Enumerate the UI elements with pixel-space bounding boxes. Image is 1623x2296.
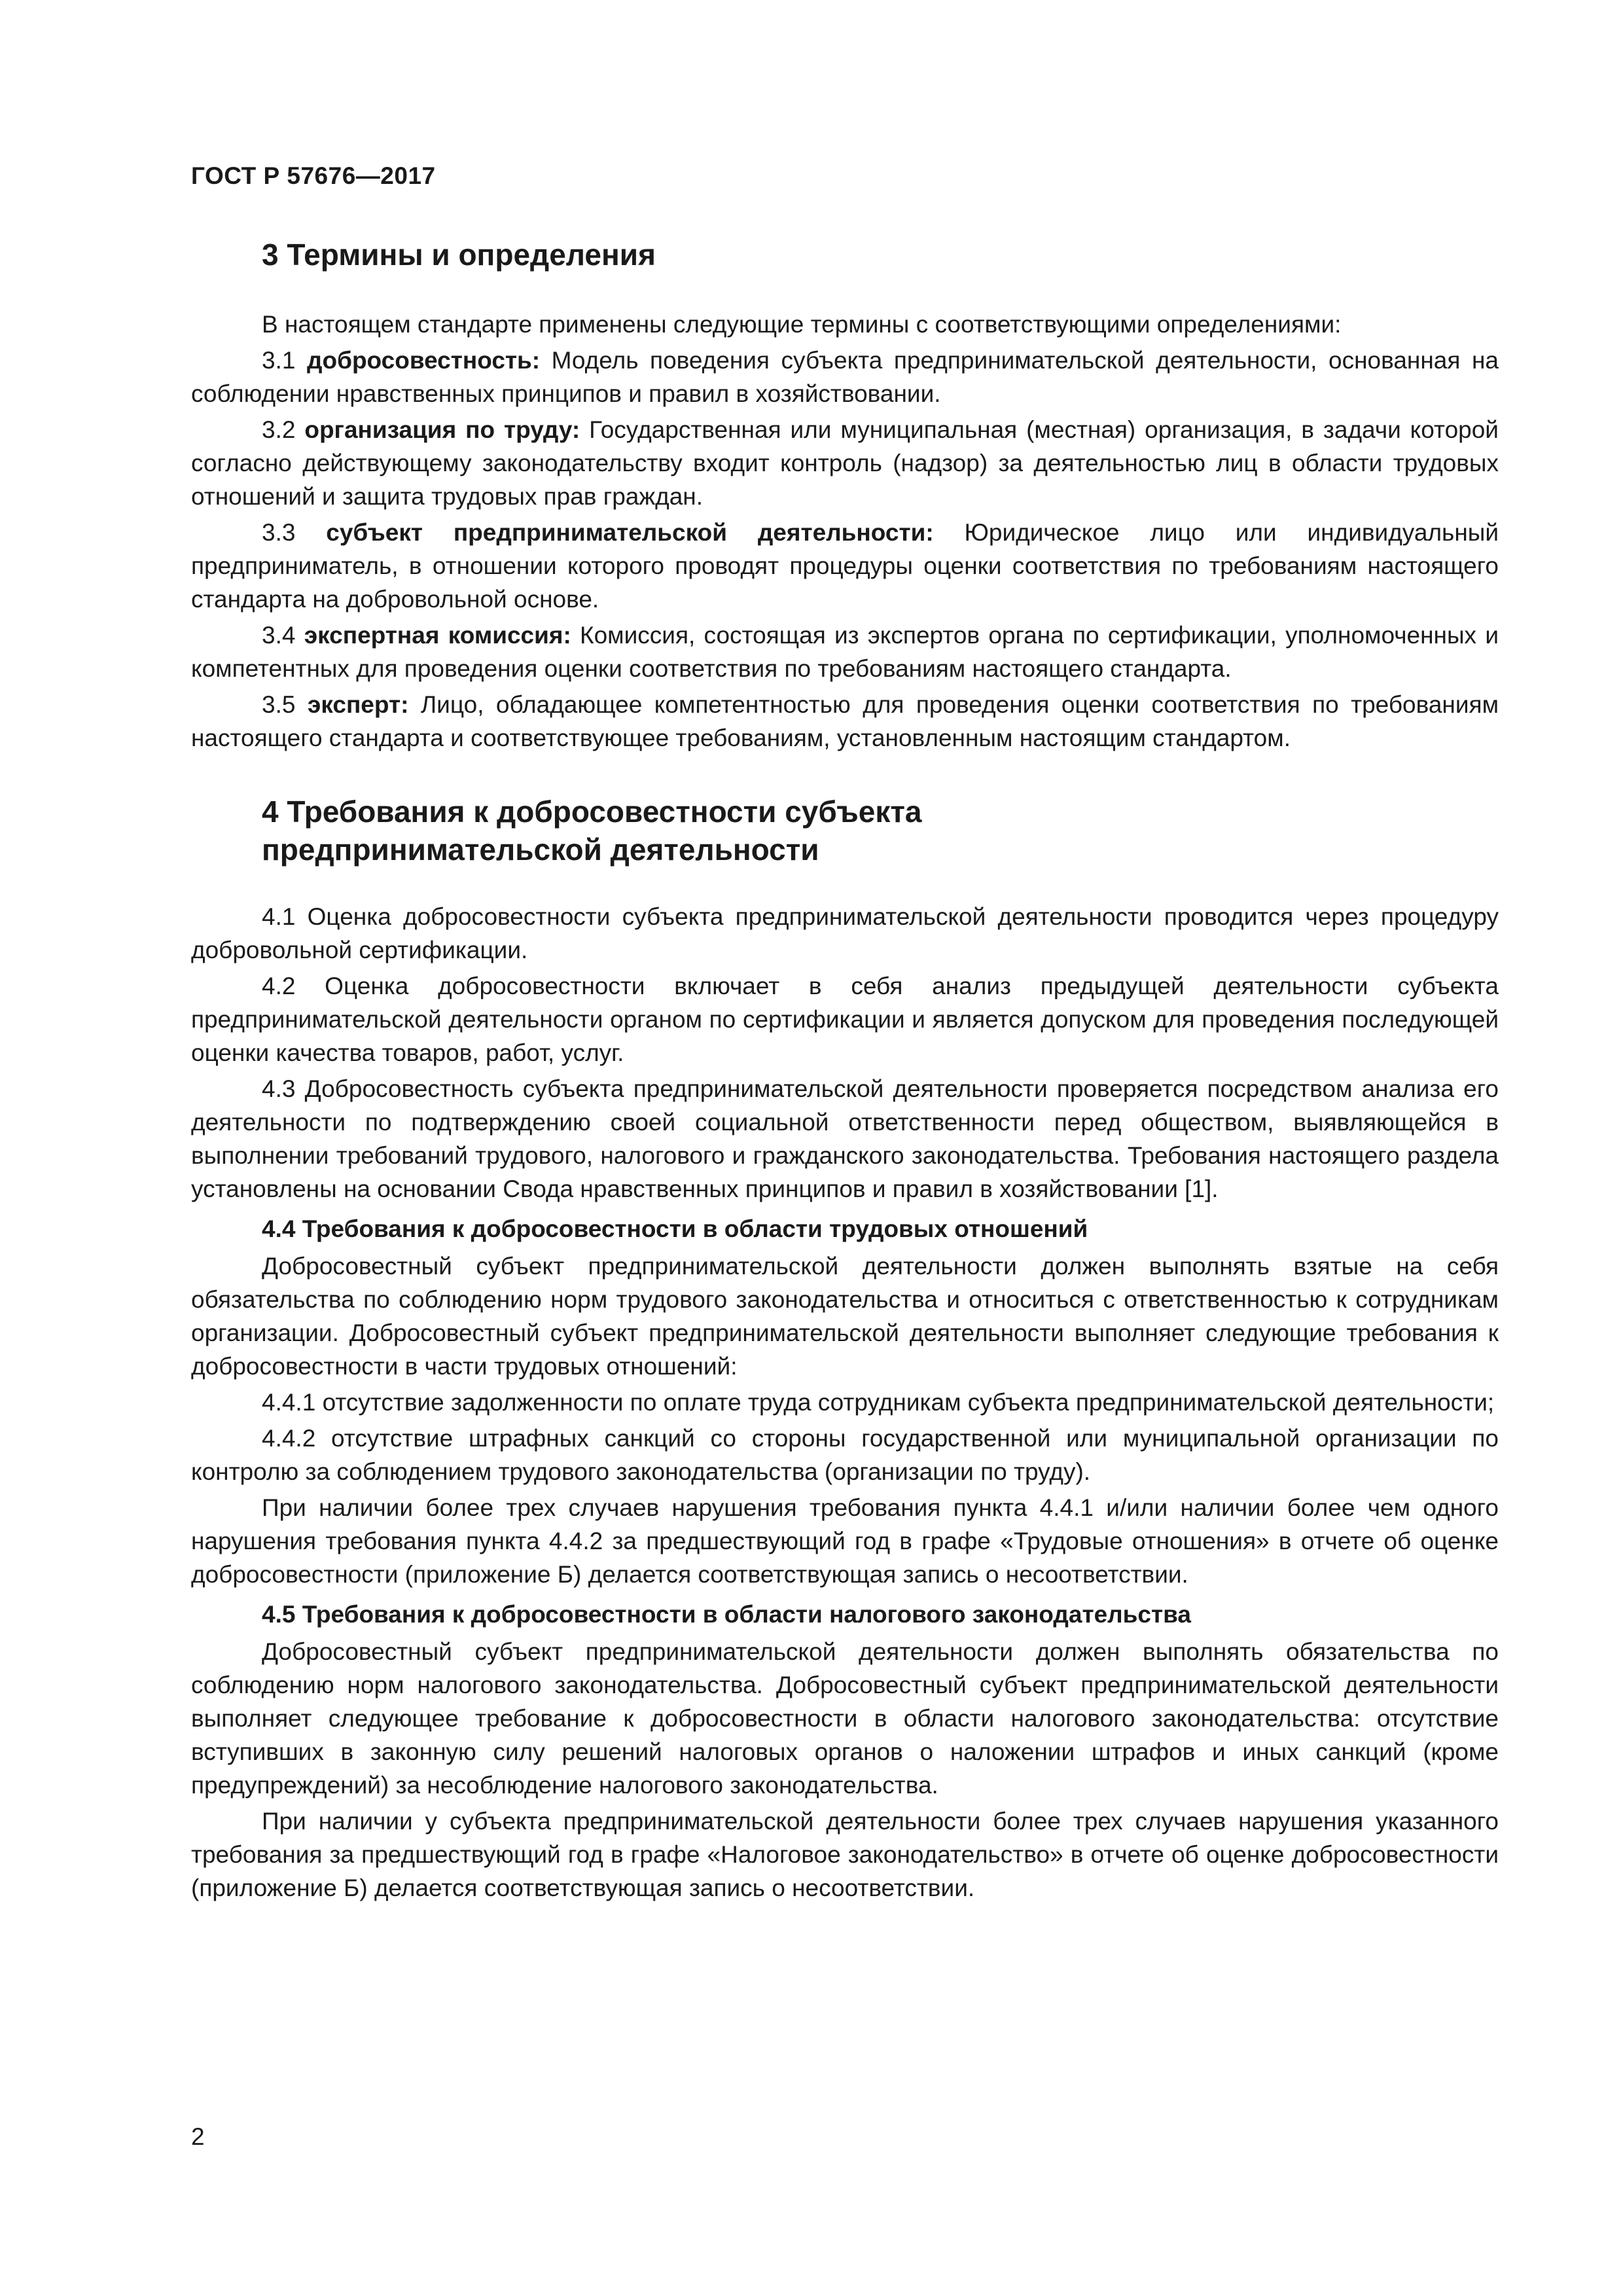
- term-definition: Юридическое лицо или индивидуальный предприниматель, в отношении которого проводят процедуры оценки соответствия по требованиям настоящего стандарта на добровольной основе.: [191, 519, 1499, 613]
- term-number: 3.1: [262, 347, 307, 374]
- subsection-4-5-title: 4.5 Требования к добросовестности в области налогового законодательства: [262, 1601, 1191, 1628]
- term-number: 3.3: [262, 519, 327, 546]
- section-3-intro: В настоящем стандарте применены следующие термины с соответствующими определениями:: [262, 311, 1342, 338]
- clause-4-1: 4.1 Оценка добросовестности субъекта предпринимательской деятельности проводится через процедуру добровольной сертификации.: [191, 903, 1499, 963]
- section-3-title: 3 Термины и определения: [262, 238, 656, 272]
- term-3-1: [191, 344, 1499, 410]
- term-definition: Государственная или муниципальная (местная) организация, в задачи которой согласно действующему законодательству входит контроль (надзор) за деятельностью лиц в области трудовых отношений и защита трудовых прав граждан.: [191, 416, 1499, 510]
- term-3-4: [191, 619, 1499, 685]
- term-name: экспертная комиссия:: [304, 622, 571, 649]
- term-name: добросовестность:: [307, 347, 541, 374]
- term-number: 3.4: [262, 622, 304, 649]
- subsection-4-4-title: 4.4 Требования к добросовестности в области трудовых отношений: [262, 1215, 1088, 1242]
- subsection-4-5-note: При наличии у субъекта предпринимательской деятельности более трех случаев нарушения указанного требования за предшествующий год в графе «Налоговое законодательство» в отчете об оценке добросовестности (приложение Б) делается соответствующая запись о несоответствии.: [191, 1808, 1499, 1901]
- page-number: 2: [191, 2123, 205, 2150]
- clause-4-4-2: 4.4.2 отсутствие штрафных санкций со стороны государственной или муниципальной организации по контролю за соблюдением трудового законодательства (организации по труду).: [191, 1425, 1499, 1485]
- term-name: организация по труду:: [304, 416, 580, 443]
- term-name: субъект предпринимательской деятельности:: [326, 519, 934, 546]
- term-3-3: [191, 516, 1499, 616]
- term-number: 3.5: [262, 691, 308, 718]
- term-3-2: [191, 413, 1499, 513]
- clause-4-2: 4.2 Оценка добросовестности включает в себя анализ предыдущей деятельности субъекта предпринимательской деятельности органом по сертификации и является допуском для проведения последующей оценки качества товаров, работ, услуг.: [191, 973, 1499, 1066]
- clause-4-3: 4.3 Добросовестность субъекта предпринимательской деятельности проверяется посредством анализа его деятельности по подтверждению своей социальной ответственности перед обществом, выявляющейся в выполнении требований трудового, налогового и гражданского законодательства. Требования настоящего раздела установлены на основании Свода нравственных принципов и правил в хозяйствовании [1].: [191, 1075, 1499, 1202]
- section-4-title-line2: предпринимательской деятельности: [262, 833, 819, 867]
- section-4-title-line1: 4 Требования к добросовестности субъекта: [262, 795, 922, 829]
- subsection-4-4-paragraph: Добросовестный субъект предпринимательской деятельности должен выполнять взятые на себя обязательства по соблюдению норм трудового законодательства и относиться с ответственностью к сотрудникам организации. Добросовестный субъект предпринимательской деятельности выполняет следующие требования к добросовестности в части трудовых отношений:: [191, 1253, 1499, 1380]
- subsection-4-5-paragraph: Добросовестный субъект предпринимательской деятельности должен выполнять обязательства по соблюдению норм налогового законодательства. Добросовестный субъект предпринимательской деятельности выполняет следующее требование к добросовестности в области налогового законодательства: отсутствие вступивших в законную силу решений налоговых органов о наложении штрафов и иных санкций (кроме предупреждений) за несоблюдение налогового законодательства.: [191, 1638, 1499, 1799]
- term-definition: Комиссия, состоящая из экспертов органа по сертификации, уполномоченных и компетентных для проведения оценки соответствия по требованиям настоящего стандарта.: [191, 622, 1499, 682]
- term-definition: Лицо, обладающее компетентностью для проведения оценки соответствия по требованиям настоящего стандарта и соответствующее требованиям, установленным настоящим стандартом.: [191, 691, 1499, 751]
- document-body: [191, 223, 1499, 1907]
- term-definition: Модель поведения субъекта предпринимательской деятельности, основанная на соблюдении нравственных принципов и правил в хозяйствовании.: [191, 347, 1499, 407]
- subsection-4-4-note: При наличии более трех случаев нарушения требования пункта 4.4.1 и/или наличии более чем одного нарушения требования пункта 4.4.2 за предшествующий год в графе «Трудовые отношения» в отчете об оценке добросовестности (приложение Б) делается соответствующая запись о несоответствии.: [191, 1494, 1499, 1588]
- clause-4-4-1: 4.4.1 отсутствие задолженности по оплате труда сотрудникам субъекта предпринимательской деятельности;: [262, 1389, 1495, 1416]
- term-number: 3.2: [262, 416, 305, 443]
- document-header: ГОСТ Р 57676—2017: [191, 162, 436, 189]
- term-name: эксперт:: [307, 691, 409, 718]
- term-3-5: [191, 688, 1499, 755]
- section-4-title: [262, 793, 1499, 869]
